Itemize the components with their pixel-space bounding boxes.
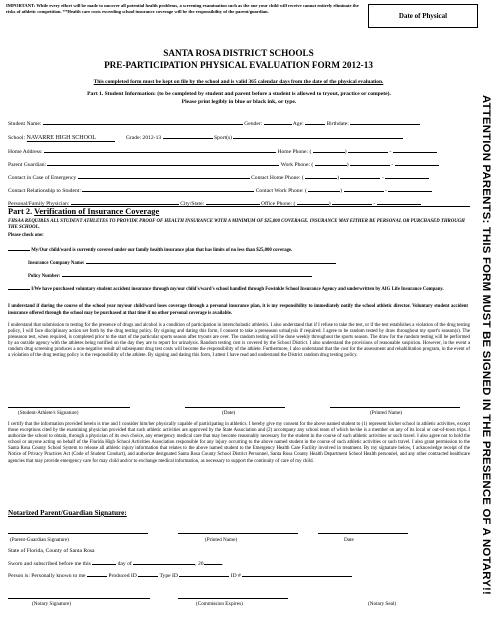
home-phone-prefix[interactable]: [348, 146, 388, 153]
student-signature-label: (Student-Athlete's Signature): [18, 410, 79, 416]
policy-number-row: [28, 270, 468, 280]
id-number-label: ID #: [230, 573, 241, 579]
paren: ): [340, 188, 343, 194]
parent-guardian-label: Parent Guardian:: [8, 162, 47, 168]
part1-instructions-line1: Part 1. Student Information: (to be completed by student and parent before a student is allowed to tryout, practice or compete).: [87, 91, 391, 97]
city-state-field[interactable]: [206, 198, 260, 205]
contact-work-phone-prefix[interactable]: [344, 185, 384, 192]
birthdate-field[interactable]: [350, 118, 420, 125]
home-phone-label: Home Phone: (: [277, 149, 312, 155]
coverage-loss-statement: I understand if during the course of the school year my/our child/ward loses coverage through a personal insurance plan, it is my responsibility to immediately notify the school athletic director. Voluntary student accident insurance offered through the school may be purchased at that time if no other personal coverage is available.: [8, 304, 468, 316]
dash: -: [384, 188, 387, 194]
dash: -: [373, 201, 376, 207]
type-id-label: Type ID: [159, 573, 178, 579]
home-phone-number[interactable]: [393, 146, 437, 153]
paren: ): [346, 162, 349, 168]
contact-home-phone-number[interactable]: [385, 172, 429, 179]
paren: ): [344, 149, 347, 155]
parent-signature-label: (Parent-Guardian Signature): [10, 537, 69, 543]
sworn-row: [8, 558, 223, 567]
state-county: State of Florida, County of Santa Rosa: [8, 548, 95, 554]
part2-heading: [8, 207, 159, 216]
parent-date-line[interactable]: [318, 533, 408, 534]
parent-certification: I certify that the information provided herein is true and I consider him/her physically capable of participating in athletics. I hereby give my consent for the above named student to (1) represent his/her school in athletic activities, except those exceptions cited by the examining physician provided that such athletic activities are approved by the State Association and (2) accompany any school team of which he/she is a member on any of its local or out-of-town trips. I authorize the school to obtain, through a physician of its own choice, any emergency medical care that may become reasonably necessary for the student in the course of such athletic activities or such travel. I also agree not to hold the school or anyone acting on behalf of the Florida High School Activities Association responsible for any injury occurring to the above named student in the course of such athletic activities or such travel. I also grant permission to the Santa Rosa County School System to release all athletic injury information that relates to the above named student to the Emergency Health Care Facility involved in treatment. By my signature below, I acknowledge receipt of the Notice of Privacy Practices Act (Code of Student Conduct), and authorize designated Santa Rosa County School District Personnel, Santa Rosa County Health Department School Health personnel, and any other contracted healthcare agencies that may provide emergency care for may child and/or to exchange medical information, as necessary to support the continuity of care of my child.: [8, 422, 470, 464]
drug-testing-consent: I understand that submission to testing for the presence of drugs and alcohol is a condition of participation in interscholastic athletics. I also understand that if I refuse to take the test, or if the test establishes a violation of the drug testing policy, I will face disciplinary action set forth by the drug testing policy. By signing and dating this form, I consent to take a preseason urinalysis if required. I agree to be random tested by draw throughout my sport's season(s). The preseason test, when required, is completed prior to the start of the particular sports season after tryouts are over. The random testing will be done weekly throughout the sports season. The draw for the random testing will be performed by an outside agency with the athletes being notified on the day they are to report for urinalysis. Random testing cost is covered by the School District. I also understand the provisions of reasonable suspicion. However, in the event a random drug screening produces a non-negative result all subsequent drug test costs will become the responsibility of the athlete. Furthermore, I also understand that the cost for the assessment and rehabilitation program, in the event of a violation of the drug testing policy is the responsibility of the athlete. By signing and dating this form, I attest I have read and understand the District random drug testing policy.: [8, 323, 470, 359]
office-phone-label: Office Phone: (: [260, 201, 296, 207]
paren: ): [337, 175, 340, 181]
identification-row: [8, 570, 352, 579]
emergency-contact-row: [8, 172, 429, 181]
dash: -: [391, 162, 394, 168]
contact-home-phone-area[interactable]: [305, 172, 340, 181]
home-address-label: Home Address:: [8, 149, 43, 155]
city-state-label: City/State:: [180, 201, 205, 207]
period: .: [221, 561, 223, 567]
contact-home-phone-label: Contact Home Phone: (: [251, 175, 304, 181]
student-date-label: (Date): [222, 410, 236, 416]
produced-id-field[interactable]: [138, 570, 158, 577]
relationship-field[interactable]: [82, 185, 254, 192]
option-school-check[interactable]: [8, 283, 30, 290]
sports-field[interactable]: [233, 132, 403, 139]
part2-title: Verification of Insurance Coverage: [34, 207, 160, 216]
school-field[interactable]: NAVARRE HIGH SCHOOL: [27, 135, 115, 142]
student-name-label: Student Name:: [8, 121, 42, 127]
insurance-option-school: [8, 283, 468, 293]
part2-prefix: Part 2.: [8, 207, 33, 216]
contact-work-phone-area[interactable]: [308, 185, 343, 194]
sworn-month-field[interactable]: [133, 558, 195, 565]
student-printed-name-label: (Printed Name): [370, 410, 403, 416]
parent-printed-name-label: (Printed Name): [205, 537, 238, 543]
school-label: School:: [8, 135, 26, 141]
parent-guardian-field[interactable]: [47, 159, 279, 166]
commission-line[interactable]: [178, 598, 288, 599]
office-phone-area[interactable]: [297, 198, 329, 205]
policy-number-field[interactable]: [62, 270, 312, 277]
relationship-row: [8, 185, 432, 194]
personally-known-label: Person is: Personally known to me: [8, 573, 86, 579]
notary-seal-label: (Notary Seal): [368, 601, 397, 607]
home-phone-area[interactable]: [313, 146, 345, 153]
gender-label: Gender:: [244, 121, 263, 127]
policy-number-label: Policy Number:: [28, 274, 61, 279]
id-number-field[interactable]: [242, 570, 352, 577]
student-name-field[interactable]: [43, 118, 243, 125]
birthdate-label: Birthdate:: [326, 121, 349, 127]
dash: -: [381, 175, 384, 181]
grade-field[interactable]: [163, 132, 213, 139]
notary-signature-label: (Notary Signature): [32, 601, 72, 607]
parent-printed-name-line[interactable]: [178, 533, 298, 534]
date-of-physical-box[interactable]: Date of Physical: [368, 4, 478, 28]
office-phone-number[interactable]: [377, 198, 421, 205]
student-name-row: [8, 118, 420, 127]
student-printed-name-line[interactable]: [330, 407, 460, 408]
fhsaa-requirement: FHSAA REQUIRES ALL STUDENT ATHLETES TO PROVIDE PROOF OF HEALTH INSURANCE WITH A MINIMUM OF $25,000 COVERAGE. INSURANCE MAY EITHER BE PERSONAL OR PURCHASED THROUGH THE SCHOOL.: [8, 219, 465, 230]
notary-signature-line[interactable]: [8, 598, 150, 599]
work-phone-area[interactable]: [315, 159, 347, 166]
year-label: , 20: [195, 561, 204, 567]
option-family-check[interactable]: [8, 244, 30, 251]
relationship-label: Contact Relationship to Student:: [8, 188, 81, 194]
keep-on-file-note: This completed form must be kept on file by the school and is valid 365 calendar days from the date of the physical evaluation.: [93, 79, 384, 85]
physician-label: Personal/Family Physician:: [8, 201, 70, 207]
age-field[interactable]: [305, 118, 325, 125]
home-address-row: [8, 146, 437, 155]
contact-work-phone-label: Contact Work Phone: (: [255, 188, 307, 194]
emergency-contact-field[interactable]: [78, 172, 250, 179]
commission-label: (Commission Expires): [196, 601, 243, 607]
insurance-option-family: [8, 244, 468, 254]
parent-guardian-row: [8, 159, 439, 168]
age-label: Age:: [292, 121, 304, 127]
physician-field[interactable]: [71, 198, 179, 205]
contact-work-phone-number[interactable]: [388, 185, 432, 192]
work-phone-prefix[interactable]: [350, 159, 390, 166]
sworn-day-field[interactable]: [92, 558, 116, 565]
work-phone-number[interactable]: [395, 159, 439, 166]
school-row: [8, 132, 403, 142]
notarized-heading: Notarized Parent/Guardian Signature:: [8, 509, 127, 517]
paren: ): [328, 201, 331, 207]
option-school-text: I/We have purchased voluntary student accident insurance through my/our child's/ward's school handled through Fowinkle School Insurance Agency and underwritten by AIG Life Insurance Company.: [31, 287, 444, 292]
student-date-line[interactable]: [185, 407, 285, 408]
district-title: SANTA ROSA DISTRICT SCHOOLS: [163, 48, 314, 58]
day-of-label: day of: [117, 561, 132, 567]
notary-warning-banner: ATTENTION PARENTS: THIS FORM MUST BE SIGNED IN THE PRESENCE OF A NOTARY!!: [480, 95, 492, 595]
important-note: IMPORTANT: While every effort will be made to uncover all potential health problems, a screening examination such as the one your child will receive cannot entirely eliminate the risks of athletic competition. **Health care costs exceeding school insurance coverage will be the responsibility of the parent/guardian.: [6, 3, 359, 14]
parent-signature-line[interactable]: [8, 533, 148, 534]
part1-instructions-line2: Please print legibly in blue or black ink, or type.: [181, 99, 297, 105]
company-name-row: [28, 257, 468, 267]
student-signature-line[interactable]: [8, 407, 130, 408]
company-name-field[interactable]: [86, 257, 336, 264]
check-one-label: Please check one:: [8, 233, 44, 238]
office-phone-prefix[interactable]: [332, 198, 372, 205]
part1-instructions: [8, 90, 470, 106]
form-title: PRE-PARTICIPATION PHYSICAL EVALUATION FORM 2012-13: [104, 60, 373, 70]
company-name-label: Insurance Company Name:: [28, 261, 85, 266]
option-family-text: My/Our child/ward is currently covered under our family health insurance plan that has limits of no less than $25,000 coverage.: [31, 248, 293, 253]
grade-label: Grade: 2012-13: [125, 135, 162, 141]
produced-id-label: Produced ID: [108, 573, 137, 579]
sworn-year-field[interactable]: [204, 558, 222, 565]
sworn-label: Sworn and subscribed before me this: [8, 561, 91, 567]
parent-date-label: Date: [344, 537, 354, 543]
personally-known-field[interactable]: [87, 570, 107, 577]
gender-field[interactable]: [264, 118, 292, 125]
dash: -: [389, 149, 392, 155]
home-address-field[interactable]: [44, 146, 276, 153]
emergency-contact-label: Contact in Case of Emergency: [8, 175, 77, 181]
contact-home-phone-prefix[interactable]: [340, 172, 380, 179]
sports-label: Sport(s): [213, 135, 233, 141]
work-phone-label: Work Phone: (: [280, 162, 314, 168]
side-banner: [478, 60, 494, 630]
type-id-field[interactable]: [179, 570, 229, 577]
